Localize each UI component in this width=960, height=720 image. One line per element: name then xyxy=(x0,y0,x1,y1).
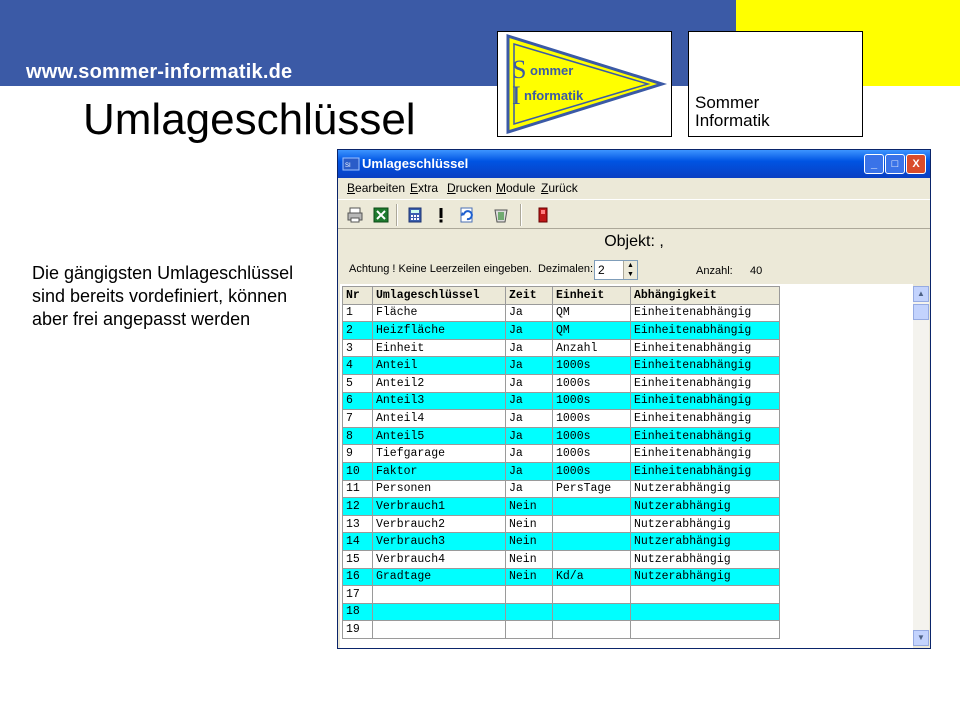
cell-abhaengigkeit[interactable]: Nutzerabhängig xyxy=(631,498,780,516)
options-row xyxy=(338,254,930,284)
cell-umlageschluessel[interactable]: Verbrauch2 xyxy=(373,515,506,533)
toolbar-separator xyxy=(520,204,522,226)
cell-umlageschluessel[interactable]: Anteil xyxy=(373,357,506,375)
menu-zurueck[interactable]: Zurück xyxy=(541,181,578,195)
anzahl-value: 40 xyxy=(750,265,763,277)
cell-umlageschluessel[interactable]: Personen xyxy=(373,480,506,498)
cell-einheit[interactable]: 1000s xyxy=(553,374,631,392)
cell-zeit[interactable]: Ja xyxy=(506,480,553,498)
cell-zeit[interactable]: Nein xyxy=(506,498,553,516)
table-row[interactable] xyxy=(343,462,780,480)
cell-abhaengigkeit[interactable]: Einheitenabhängig xyxy=(631,445,780,463)
cell-zeit[interactable] xyxy=(506,621,553,639)
cell-zeit[interactable]: Ja xyxy=(506,339,553,357)
umlageschluessel-window xyxy=(337,149,931,649)
cell-zeit[interactable]: Ja xyxy=(506,374,553,392)
objekt-label: Objekt: , xyxy=(604,233,664,250)
cell-nr[interactable]: 7 xyxy=(343,410,373,428)
slide-title: Umlageschlüssel xyxy=(83,95,416,144)
cell-einheit[interactable]: 1000s xyxy=(553,410,631,428)
close-button[interactable]: X xyxy=(906,154,926,174)
cell-nr[interactable]: 12 xyxy=(343,498,373,516)
cell-umlageschluessel[interactable]: Heizfläche xyxy=(373,322,506,340)
cell-abhaengigkeit[interactable]: Nutzerabhängig xyxy=(631,568,780,586)
spin-up-icon[interactable]: ▲ xyxy=(627,262,634,269)
vertical-scrollbar[interactable] xyxy=(913,286,929,646)
cell-nr[interactable]: 1 xyxy=(343,304,373,322)
menu-bearbeiten[interactable]: Bearbeiten xyxy=(347,181,406,195)
cell-einheit[interactable] xyxy=(553,533,631,551)
dezimalen-spinner[interactable] xyxy=(594,260,638,280)
cell-einheit[interactable] xyxy=(553,603,631,621)
table-row[interactable] xyxy=(343,550,780,568)
cell-einheit[interactable] xyxy=(553,498,631,516)
exclamation-icon[interactable] xyxy=(432,206,450,224)
column-header-umlageschluessel[interactable]: Umlageschlüssel xyxy=(373,287,506,305)
exit-door-icon[interactable] xyxy=(534,206,552,224)
menu-extra[interactable]: Extra xyxy=(410,181,439,195)
cell-einheit[interactable]: 1000s xyxy=(553,445,631,463)
cell-einheit[interactable] xyxy=(553,586,631,604)
cell-nr[interactable]: 16 xyxy=(343,568,373,586)
cell-nr[interactable]: 2 xyxy=(343,322,373,340)
table-row[interactable] xyxy=(343,357,780,375)
column-header-nr[interactable]: Nr xyxy=(343,287,373,305)
table-row[interactable] xyxy=(343,392,780,410)
scroll-thumb[interactable] xyxy=(913,304,929,320)
cell-abhaengigkeit[interactable]: Einheitenabhängig xyxy=(631,410,780,428)
column-header-abhaengigkeit[interactable]: Abhängigkeit xyxy=(631,287,780,305)
cell-zeit[interactable] xyxy=(506,586,553,604)
cell-umlageschluessel[interactable]: Faktor xyxy=(373,462,506,480)
cell-umlageschluessel[interactable] xyxy=(373,586,506,604)
cell-einheit[interactable]: Kd/a xyxy=(553,568,631,586)
menu-module[interactable]: Module xyxy=(496,181,536,195)
table-row[interactable] xyxy=(343,322,780,340)
cell-umlageschluessel[interactable]: Fläche xyxy=(373,304,506,322)
maximize-button[interactable]: □ xyxy=(885,154,905,174)
sommer-informatik-pennant-logo xyxy=(497,31,672,137)
app-icon xyxy=(342,156,360,172)
cell-umlageschluessel[interactable]: Verbrauch4 xyxy=(373,550,506,568)
cell-abhaengigkeit[interactable]: Einheitenabhängig xyxy=(631,339,780,357)
cell-nr[interactable]: 13 xyxy=(343,515,373,533)
cell-einheit[interactable]: 1000s xyxy=(553,462,631,480)
spinner-buttons[interactable] xyxy=(623,261,637,279)
cell-umlageschluessel[interactable]: Anteil2 xyxy=(373,374,506,392)
window-titlebar[interactable] xyxy=(338,150,930,178)
cell-einheit[interactable]: QM xyxy=(553,322,631,340)
cell-abhaengigkeit[interactable]: Einheitenabhängig xyxy=(631,462,780,480)
table-row[interactable] xyxy=(343,586,780,604)
logo1-initial-i: I xyxy=(512,81,521,110)
cell-abhaengigkeit[interactable] xyxy=(631,603,780,621)
warning-text xyxy=(349,263,593,275)
cell-nr[interactable]: 3 xyxy=(343,339,373,357)
cell-abhaengigkeit[interactable]: Einheitenabhängig xyxy=(631,374,780,392)
cell-nr[interactable]: 9 xyxy=(343,445,373,463)
refresh-icon[interactable] xyxy=(458,206,476,224)
table-row[interactable] xyxy=(343,621,780,639)
spin-down-icon[interactable]: ▼ xyxy=(627,271,634,278)
warning-message: Achtung ! Keine Leerzeilen eingeben. xyxy=(349,263,532,275)
table-row[interactable] xyxy=(343,410,780,428)
cell-umlageschluessel[interactable]: Verbrauch3 xyxy=(373,533,506,551)
printer-icon[interactable] xyxy=(346,206,364,224)
pennant-logo-graphic xyxy=(498,32,671,136)
cell-einheit[interactable] xyxy=(553,550,631,568)
cell-zeit[interactable]: Nein xyxy=(506,550,553,568)
table-row[interactable] xyxy=(343,533,780,551)
scroll-up-icon[interactable]: ▲ xyxy=(913,286,929,302)
cell-einheit[interactable]: Anzahl xyxy=(553,339,631,357)
table-row[interactable] xyxy=(343,374,780,392)
cell-nr[interactable]: 15 xyxy=(343,550,373,568)
svg-text:SI: SI xyxy=(345,163,351,169)
logo1-word-nformatik: nformatik xyxy=(524,88,584,103)
cell-abhaengigkeit[interactable]: Einheitenabhängig xyxy=(631,304,780,322)
cell-einheit[interactable]: 1000s xyxy=(553,392,631,410)
cell-nr[interactable]: 8 xyxy=(343,427,373,445)
cell-nr[interactable]: 4 xyxy=(343,357,373,375)
table-header-row xyxy=(343,287,780,305)
umlageschluessel-table xyxy=(342,286,780,639)
anzahl-label: Anzahl: xyxy=(696,265,733,277)
cell-einheit[interactable]: 1000s xyxy=(553,357,631,375)
logo1-word-ommer: ommer xyxy=(530,63,574,78)
cell-zeit[interactable]: Ja xyxy=(506,462,553,480)
cell-umlageschluessel[interactable]: Verbrauch1 xyxy=(373,498,506,516)
table-row[interactable] xyxy=(343,304,780,322)
cell-abhaengigkeit[interactable]: Einheitenabhängig xyxy=(631,357,780,375)
cell-zeit[interactable]: Nein xyxy=(506,533,553,551)
cell-nr[interactable]: 14 xyxy=(343,533,373,551)
cell-nr[interactable]: 18 xyxy=(343,603,373,621)
dezimalen-value[interactable]: 2 xyxy=(598,263,605,277)
cell-zeit[interactable]: Nein xyxy=(506,568,553,586)
calculator-icon[interactable] xyxy=(406,206,424,224)
cell-umlageschluessel[interactable]: Anteil4 xyxy=(373,410,506,428)
table-row[interactable] xyxy=(343,568,780,586)
table-row[interactable] xyxy=(343,480,780,498)
cell-umlageschluessel[interactable]: Anteil3 xyxy=(373,392,506,410)
toolbar-separator xyxy=(396,204,398,226)
data-grid-area xyxy=(340,284,913,648)
table-row[interactable] xyxy=(343,445,780,463)
cell-einheit[interactable] xyxy=(553,515,631,533)
cell-nr[interactable]: 11 xyxy=(343,480,373,498)
cell-zeit[interactable]: Ja xyxy=(506,322,553,340)
cell-zeit[interactable]: Ja xyxy=(506,357,553,375)
column-header-einheit[interactable]: Einheit xyxy=(553,287,631,305)
table-row[interactable] xyxy=(343,603,780,621)
menu-drucken[interactable]: Drucken xyxy=(447,181,492,195)
logo1-initial-s: S xyxy=(512,55,527,84)
cell-zeit[interactable]: Ja xyxy=(506,445,553,463)
table-row[interactable] xyxy=(343,498,780,516)
cell-zeit[interactable]: Ja xyxy=(506,304,553,322)
cell-abhaengigkeit[interactable]: Nutzerabhängig xyxy=(631,515,780,533)
cell-zeit[interactable]: Ja xyxy=(506,392,553,410)
cell-umlageschluessel[interactable]: Gradtage xyxy=(373,568,506,586)
cell-nr[interactable]: 17 xyxy=(343,586,373,604)
scroll-down-icon[interactable]: ▼ xyxy=(913,630,929,646)
cell-abhaengigkeit[interactable]: Einheitenabhängig xyxy=(631,427,780,445)
cell-einheit[interactable]: PersTage xyxy=(553,480,631,498)
cell-abhaengigkeit[interactable]: Einheitenabhängig xyxy=(631,322,780,340)
cell-nr[interactable]: 19 xyxy=(343,621,373,639)
toolbar xyxy=(338,199,930,229)
excel-icon[interactable] xyxy=(372,206,390,224)
cell-zeit[interactable]: Ja xyxy=(506,427,553,445)
cell-abhaengigkeit[interactable]: Nutzerabhängig xyxy=(631,550,780,568)
cell-zeit[interactable]: Nein xyxy=(506,515,553,533)
logo2-text xyxy=(695,94,770,130)
cell-abhaengigkeit[interactable]: Nutzerabhängig xyxy=(631,480,780,498)
cell-abhaengigkeit[interactable]: Nutzerabhängig xyxy=(631,533,780,551)
cell-abhaengigkeit[interactable]: Einheitenabhängig xyxy=(631,392,780,410)
table-row[interactable] xyxy=(343,515,780,533)
slide-description: Die gängigsten Umlageschlüssel sind bereits vordefiniert, können aber frei angepasst werden xyxy=(32,263,294,329)
cell-nr[interactable]: 5 xyxy=(343,374,373,392)
logo2-line1: Sommer xyxy=(695,93,760,112)
cell-umlageschluessel[interactable]: Anteil5 xyxy=(373,427,506,445)
dezimalen-label: Dezimalen: xyxy=(537,263,594,275)
cell-umlageschluessel[interactable]: Einheit xyxy=(373,339,506,357)
cell-umlageschluessel[interactable] xyxy=(373,603,506,621)
sommer-informatik-text-logo xyxy=(688,31,863,137)
cell-abhaengigkeit[interactable] xyxy=(631,586,780,604)
cell-umlageschluessel[interactable] xyxy=(373,621,506,639)
recycle-bin-icon[interactable] xyxy=(492,206,510,224)
cell-nr[interactable]: 6 xyxy=(343,392,373,410)
column-header-zeit[interactable]: Zeit xyxy=(506,287,553,305)
cell-einheit[interactable]: 1000s xyxy=(553,427,631,445)
window-title: Umlageschlüssel xyxy=(362,156,469,171)
minimize-button[interactable]: _ xyxy=(864,154,884,174)
cell-zeit[interactable]: Ja xyxy=(506,410,553,428)
website-url: www.sommer-informatik.de xyxy=(26,61,293,83)
table-row[interactable] xyxy=(343,427,780,445)
cell-einheit[interactable]: QM xyxy=(553,304,631,322)
logo2-line2: Informatik xyxy=(695,111,770,130)
cell-umlageschluessel[interactable]: Tiefgarage xyxy=(373,445,506,463)
menu-bar xyxy=(338,178,930,198)
cell-einheit[interactable] xyxy=(553,621,631,639)
cell-zeit[interactable] xyxy=(506,603,553,621)
table-row[interactable] xyxy=(343,339,780,357)
table-body xyxy=(343,304,780,638)
cell-abhaengigkeit[interactable] xyxy=(631,621,780,639)
cell-nr[interactable]: 10 xyxy=(343,462,373,480)
